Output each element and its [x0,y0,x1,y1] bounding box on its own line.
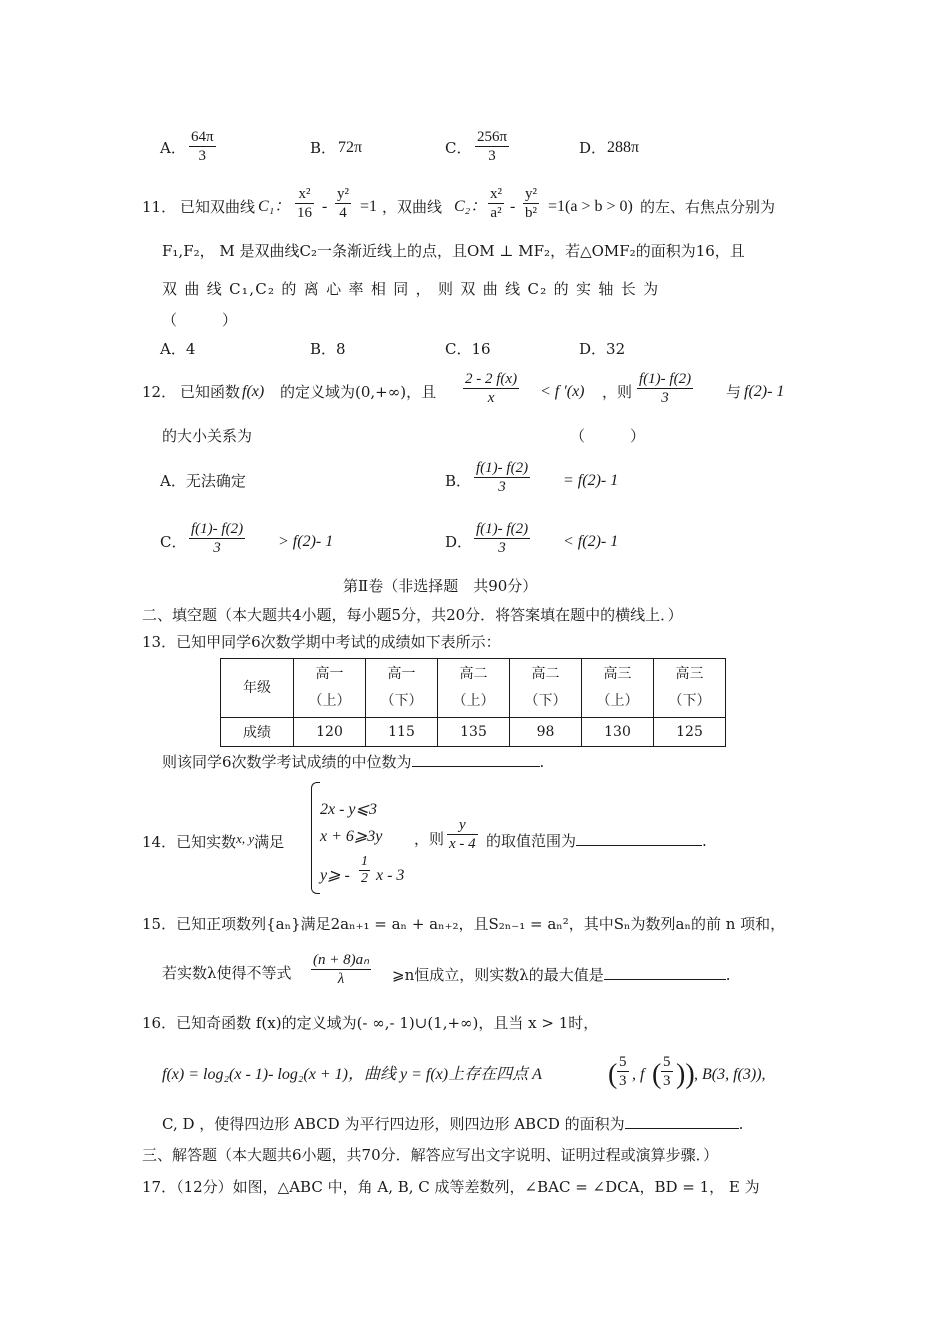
section-3-heading: 三、解答题（本大题共6小题，共70分．解答应写出文字说明、证明过程或演算步骤．） [142,1146,719,1164]
q11-frac-3 [488,185,504,222]
q11-number: 11． [142,198,177,216]
q16-left-paren: ( [608,1059,618,1090]
q11-frac-1-num: x² [295,185,314,204]
q16-inner-left-paren: ( [652,1059,662,1090]
q11-minus-1: - [322,198,328,215]
q14-text-1: ，则 [414,830,445,848]
q10-a-denominator: 3 [198,148,207,164]
q11-frac-4-den: b² [525,205,537,221]
q14-vars: x, y [236,831,255,846]
q12-text-3: ，则 [602,383,633,401]
q12-line-2: 的大小关系为 [162,427,253,445]
q14-lead [142,829,284,852]
q11-frac-4 [523,185,539,222]
q15-inequality-fraction [311,951,371,988]
q12-text-4: 与 [726,383,742,401]
q11-frac-1-den: 16 [297,205,312,221]
q15-tail [392,963,731,985]
q13-end-mark: . [539,753,545,771]
q15-line-1: 15．已知正项数列{aₙ}满足2aₙ₊₁ = aₙ + aₙ₊₂，且S₂ₙ₋₁ = aₙ²，其中Sₙ为数列aₙ的前 n 项和， [142,915,786,933]
q11-line-2: F₁,F₂， M 是双曲线C₂一条渐近线上的点，且OM ⊥ MF₂，若△OMF₂的面积为16，且 [162,242,745,260]
q14-lead-text: 14．已知实数 [142,833,237,851]
table-cell-score: 125 [654,718,726,747]
q12-text-1: 已知函数 [180,383,241,401]
table-row-label-grade: 年级 [221,659,294,718]
q14-c3-den: 2 [361,871,368,886]
q12-option-d-num: f(1)- f(2) [476,521,529,537]
q16-point-a-x-fraction [617,1053,629,1090]
q10-option-b-value: 72π [338,139,363,156]
q14-system-brace [311,782,320,894]
q11-text-1: 已知双曲线 [180,198,256,216]
table-cell-score: 130 [582,718,654,747]
q11-frac-1 [295,185,314,222]
q11-minus-2: - [510,198,516,215]
table-cell-score: 115 [366,718,438,747]
table-row [221,659,726,718]
q16-line-3-text: C, D ，使得四边形 ABCD 为平行四边形，则四边形 ABCD 的面积为 [162,1115,625,1133]
q14-text-2: 的取值范围为 [486,832,577,850]
table-row-label-score: 成绩 [221,718,294,747]
q11-option-c: C．16 [445,340,491,358]
q12-option-d-den: 3 [498,540,506,556]
q10-c-numerator: 256π [477,129,508,145]
q14-ratio-num: y [447,816,478,835]
q11-option-a: A．4 [160,340,196,358]
q13-tail [162,750,544,772]
q14-answer-blank [576,829,702,846]
q16-point-b: , B(3, f(3)), [694,1066,766,1083]
q14-end-mark: . [702,832,707,850]
q10-a-numerator: 64π [191,129,214,145]
header-line-2: （下） [524,693,567,709]
q12-option-b-label: B． [445,472,472,490]
q13-text: 13．已知甲同学6次数学期中考试的成绩如下表所示： [142,633,501,651]
q14-constraint-2: x + 6⩾3y [320,828,383,845]
q12-number: 12． [142,383,177,401]
table-header-cell [438,659,510,718]
q12-fx: f(x) [242,383,265,400]
q12-compare-num: f(1)- f(2) [639,371,692,387]
header-line-1: 高一 [315,666,344,682]
header-line-1: 高一 [387,666,416,682]
header-line-2: （下） [380,693,423,709]
header-line-2: （上） [308,693,351,709]
q10-option-c-label: C． [445,139,472,157]
q11-frac-4-num: y² [525,186,537,202]
q12-option-c-den: 3 [213,540,221,556]
q11-option-b: B．8 [310,340,346,358]
q10-option-a-label: A． [160,139,186,157]
q11-text-3: 的左、右焦点分别为 [640,198,776,216]
q16-line-3 [162,1112,743,1134]
q14-c3-fraction [359,854,370,887]
header-line-2: （上） [596,693,639,709]
q11-option-d: D．32 [579,340,626,358]
q12-compare-fraction [637,370,693,407]
q13-tail-text: 则该同学6次数学考试成绩的中位数为 [162,753,412,771]
q14-tail-2 [486,829,707,851]
q10-option-d-value: 288π [607,139,640,156]
header-line-2: （上） [452,693,495,709]
table-row [221,718,726,747]
q11-eq2-tail: =1(a > b > 0) [548,198,633,215]
q15-text-1: 若实数λ使得不等式 [162,964,292,982]
q11-c1-name: C₁： [258,198,291,215]
q11-text-2: ，双曲线 [382,198,443,216]
q14-c3-left: y⩾ - [320,867,350,884]
q16-f-label: , f [632,1066,645,1083]
q11-line-3: 双 曲 线 C₁,C₂ 的 离 心 率 相 同 ， 则 双 曲 线 C₂ 的 实 轴 长 为 [162,280,660,298]
q12-ineq-fraction [463,370,519,407]
q14-mid-text: 满足 [254,833,285,851]
q13-scores-table [220,658,726,747]
q14-ratio-fraction [447,816,478,853]
q12-ineq-num: 2 - 2 f(x) [465,371,518,387]
q15-answer-blank [604,963,726,980]
q11-frac-3-den: a² [490,205,502,221]
q12-option-b-fraction [474,459,530,496]
q16-pt-den: 3 [619,1073,627,1089]
q12-rhs: f(2)- 1 [744,383,785,400]
q12-option-c-fraction [189,520,245,557]
q12-ineq-tail: < f ′(x) [540,383,585,400]
table-header-cell [654,659,726,718]
q13-answer-blank [412,750,540,767]
q11-c2-name: C₂： [454,198,487,215]
table-header-cell [366,659,438,718]
section-2-heading: 二、填空题（本大题共4小题，每小题5分，共20分．将答案填在题中的横线上．） [142,606,683,624]
q11-frac-3-num: x² [490,186,502,202]
q12-option-b-num: f(1)- f(2) [476,460,529,476]
q17-line-1: 17．（12分）如图，△ABC 中，角 A, B, C 成等差数列，∠BAC = ∠DCA，BD = 1， E 为 [142,1178,760,1196]
q11-eq1-tail: =1 [360,198,378,215]
q16-pt-den-2: 3 [663,1073,671,1089]
q12-option-c-num: f(1)- f(2) [191,521,244,537]
q16-answer-blank [625,1112,739,1129]
q15-end-mark: . [725,966,731,984]
table-cell-score: 98 [510,718,582,747]
q14-constraint-1: 2x - y⩽3 [320,801,377,818]
q16-line-1: 16．已知奇函数 f(x)的定义域为(- ∞,- 1)∪(1,+∞)，且当 x > 1时， [142,1014,599,1032]
q12-option-b-relation: = f(2)- 1 [563,472,619,489]
q12-option-b-den: 3 [498,479,506,495]
q16-end-mark: . [738,1115,744,1133]
q12-option-d-relation: < f(2)- 1 [563,533,619,550]
header-line-1: 高三 [675,666,704,682]
q14-ratio-den: x - 4 [449,836,476,852]
q14-c3-num: 1 [361,854,368,869]
table-header-cell [294,659,366,718]
q11-frac-2-num: y² [337,186,349,202]
q12-option-c-label: C． [160,533,187,551]
q15-frac-num: (n + 8)aₙ [313,952,370,968]
q11-frac-2 [335,185,351,222]
q16-right-parens: )) [676,1059,695,1090]
table-cell-score: 135 [438,718,510,747]
q15-frac-den: λ [337,971,345,987]
header-line-1: 高二 [531,666,560,682]
q16-point-a-y-fraction [661,1053,673,1090]
table-header-cell [582,659,654,718]
q12-option-d-label: D． [445,533,473,551]
q10-option-d-label: D． [579,139,607,157]
q10-c-denominator: 3 [488,148,496,164]
q12-option-c-relation: > f(2)- 1 [278,533,334,550]
q10-option-c-fraction [475,128,509,165]
q15-text-2: ⩾n恒成立，则实数λ的最大值是 [392,966,604,984]
table-cell-score: 120 [294,718,366,747]
q10-option-a-fraction [189,128,216,165]
q11-answer-paren: （ ） [162,311,238,329]
header-line-1: 高二 [459,666,488,682]
q12-option-a: A．无法确定 [160,472,246,490]
q12-ineq-den: x [487,390,495,406]
q11-frac-2-den: 4 [339,205,347,221]
header-line-2: （下） [668,693,711,709]
q12-text-2: 的定义域为(0,+∞)，且 [280,383,437,401]
q12-option-d-fraction [474,520,530,557]
header-line-1: 高三 [603,666,632,682]
q14-c3-right: x - 3 [376,867,405,884]
q12-answer-paren: （ ） [570,427,646,445]
q16-pt-num-2: 5 [663,1054,671,1070]
part2-title: 第Ⅱ卷（非选择题 共90分） [343,577,538,595]
q10-option-b-label: B． [310,139,337,157]
table-header-cell [510,659,582,718]
q16-line-2-text: f(x) = log₂(x - 1)- log₂(x + 1)，曲线 y = f(x)上存在四点 A [162,1066,542,1083]
q16-pt-num: 5 [619,1054,627,1070]
q12-compare-den: 3 [661,390,669,406]
